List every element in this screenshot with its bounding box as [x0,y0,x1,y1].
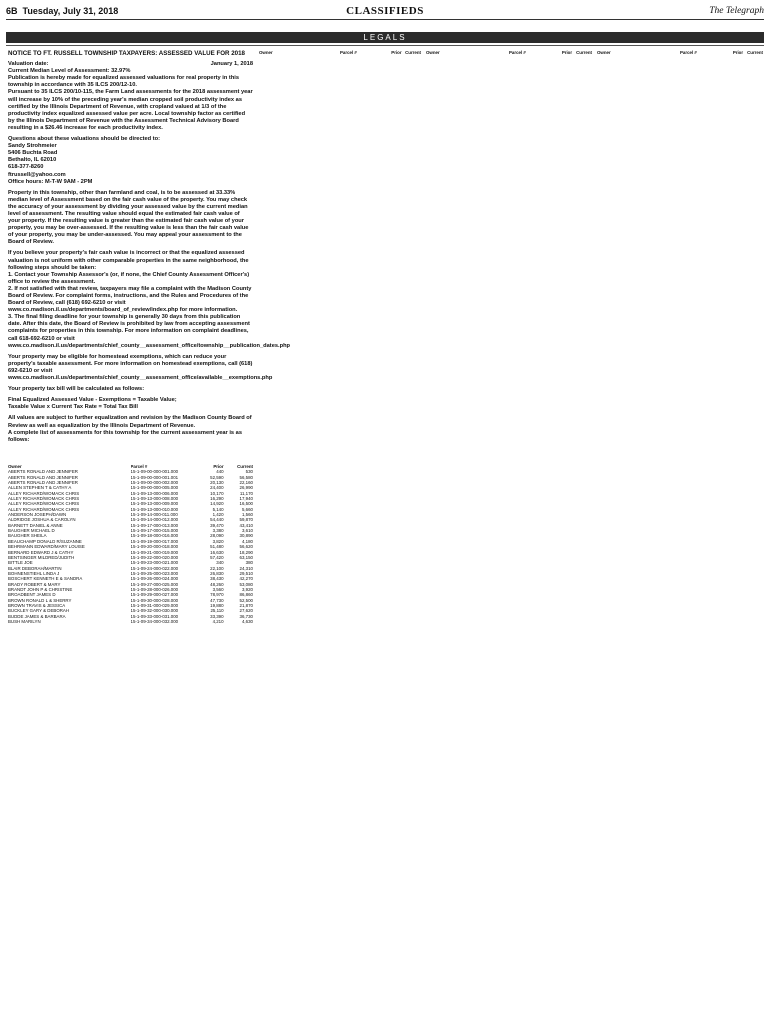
current-header: Current [237,464,253,469]
owner-name: ANDERSON JOSEPH/DAWN [8,512,67,518]
owner-name: BROWN RONALD L & SHERRY [8,597,72,603]
prior-value: 16,630 [210,549,224,555]
parcel-number: 15-1-09-00-000-005.000 [130,485,179,491]
owner-name: BUDDE JAMES & BARBARA [8,613,66,619]
prior-value: 28,090 [210,533,224,539]
current-value: 29,510 [239,570,253,576]
contact-city: Bethalto, IL 62010 [8,157,57,164]
issue-date: Tuesday, July 31, 2018 [22,6,119,16]
parcel-number: 15-1-09-13-000-009.000 [130,501,179,507]
prior-value: 340 [216,560,224,566]
current-value: 380 [245,560,253,566]
equalization-note: All values are subject to further equalization and revision by the Madison County Board of Review as well as equalization by the Illinois Department of Revenue. [8,415,252,429]
parcel-number: 15-1-09-17-000-015.000 [130,528,179,534]
parcel-number: 15-1-09-14-000-012.000 [130,517,179,523]
formula-line-1: Final Equalized Assessed Value - Exemptions = Taxable Value; [8,397,177,404]
parcel-number: 15-1-09-24-000-022.000 [130,565,179,571]
assessment-list-column-3 [426,50,592,1016]
prior-value: 24,400 [210,485,224,491]
current-value: 30,890 [239,533,253,539]
masthead [6,4,764,18]
owner-name: BOHNENSTIEHL LINDA J [8,570,60,576]
prior-value: 48,260 [210,581,224,587]
prior-value: 78,970 [210,592,224,598]
contact-street: 5406 Buchta Road [8,150,58,157]
assessment-list [8,464,253,1016]
prior-value: 3,560 [212,586,224,592]
owner-name: ALLEY RICHARD/WOMACK CHRIS [8,506,80,512]
owner-name: BROADBENT JAMES D [8,592,56,598]
owner-name: BERNARD EDWARD J & CATHY [8,549,74,555]
valuation-row [8,61,253,68]
owner-name: BAUGHER MICHAEL D [8,528,55,534]
parcel-number: 15-1-09-13-000-010.000 [130,506,179,512]
parcel-number: 15-1-09-13-000-006.000 [130,490,179,496]
current-value: 42,270 [239,576,253,582]
step-2: 2. If not satisfied with that review, taxpayers may file a complaint with the Madison County Board of Review. For complaint forms, instructions, and the Rules and Procedures of the Board of Review, call (618) 692-6210 or visit www.co.madison.il.us/departments/board_of_review/index.php for more information. [8,285,252,314]
owner-name: BUSH MARILYN [8,618,41,624]
prior-value: 39,470 [210,522,224,528]
owner-name: ALLEY RICHARD/WOMACK CHRIS [8,490,80,496]
owner-header: Owner [8,464,22,469]
prior-value: 26,830 [210,570,224,576]
owner-name: BAUGHER SHEILA [8,533,47,539]
owner-name: BUCKLEY GARY & DEBORAH [8,608,70,614]
current-value: 36,730 [239,613,253,619]
current-value: 26,990 [239,485,253,491]
prior-value: 52,590 [210,474,224,480]
parcel-header: Parcel # [130,464,148,469]
prior-value: 3,380 [212,528,224,534]
current-value: 52,500 [239,597,253,603]
current-value: 18,290 [239,549,253,555]
current-value: 24,310 [239,565,253,571]
owner-name: BENTSINGER MILDRED/JUDITH [8,554,75,560]
prior-header: Prior [213,464,224,469]
questions-line: Questions about these valuations should be directed to: [8,136,161,143]
current-value: 59,870 [239,517,253,523]
formula-line-2: Taxable Value x Current Tax Rate = Total Tax Bill [8,404,138,411]
publication-requirement: Publication is hereby made for equalized assessed valuations for real property in this township in accordance with 35 ILCS 200/12-10. [8,75,240,89]
prior-value: 19,880 [210,602,224,608]
parcel-number: 15-1-09-25-000-023.000 [130,570,179,576]
current-value: 16,500 [239,501,253,507]
current-value: 43,410 [239,522,253,528]
current-value: 53,080 [239,581,253,587]
median-level: Current Median Level of Assessment: 32.97% [8,68,131,75]
prior-value: 54,440 [210,517,224,523]
current-value: 4,180 [241,538,253,544]
parcel-number: 15-1-09-30-000-028.000 [130,597,179,603]
owner-name: ABERTS RONALD AND JENNIFER [8,480,78,486]
prior-value: 20,130 [210,480,224,486]
valuation-date: January 1, 2018 [210,61,253,68]
prior-value: 3,820 [212,538,224,544]
parcel-number: 15-1-09-33-000-031.000 [130,613,179,619]
list-header: Owner Parcel # Prior Current [597,50,763,55]
exemptions-paragraph: Your property may be eligible for homestead exemptions, which can reduce your property's taxable assessment. For more information on homestead exemptions, call (618) 692-6210 or visit www.co.madison.il.us/departments/chief_county__assessment_office/available__exemptions.php [8,353,273,382]
valuation-label: Valuation date: [8,61,49,68]
owner-name: BROWN TRAVIS & JESSICA [8,602,66,608]
prior-value: 22,100 [210,565,224,571]
prior-value: 51,480 [210,544,224,550]
parcel-number: 15-1-09-14-000-011.000 [130,512,178,518]
parcel-number: 15-1-09-13-000-008.000 [130,496,179,502]
parcel-number: 15-1-09-23-000-021.000 [130,560,179,566]
current-value: 27,620 [239,608,253,614]
tax-notice [8,50,291,448]
current-value: 21,870 [239,602,253,608]
owner-name: BRANDT JOHN P & CHRISTINE [8,586,73,592]
assessment-row [8,619,253,624]
current-value: 530 [245,469,253,475]
newspaper-name: The Telegraph [709,6,764,16]
owner-name: BOSCHERT KENNETH E & SANDRA [8,576,83,582]
contact-name: Sandy Strohmeier [8,143,57,150]
assessment-list-column-4 [597,50,763,1016]
contact-hours: Office hours: M-T-W 9AM - 2PM [8,178,93,185]
assessment-list-column-2 [259,50,421,1016]
assessment-paragraph: Property in this township, other than farmland and coal, is to be assessed at 33.33% median level of Assessment based on the fair cash value of the property. You may check the accuracy of your assessment by dividing your assessed value by the current median level of assessment. The resulting value should equal the estimated fair cash value of your property. If the resulting value is greater than the estimated fair cash value of your property, you may be over-assessed. If the resulting value is less than the fair cash value of your property, you may be under-assessed. You may appeal your assessment to the Board of Review. [8,189,249,246]
parcel-number: 15-1-09-27-000-025.000 [130,581,179,587]
owner-name: BEHRMANN EDWARD/MARY LOUISE [8,544,85,550]
parcel-number: 15-1-09-00-000-001.001 [130,474,179,480]
prior-value: 440 [216,469,224,475]
page-number: 6B [6,6,18,16]
owner-name: ALLEN STEPHEN T & CATHY A [8,485,72,491]
current-value: 17,940 [239,496,253,502]
contact-phone: 618-377-8260 [8,164,44,171]
parcel-number: 15-1-09-00-000-001.000 [130,469,179,475]
current-value: 63,150 [239,554,253,560]
current-value: 3,610 [241,528,253,534]
steps-intro: If you believe your property's fair cash value is incorrect or that the equalized assessed valuation is not uniform with other comparable properties in the same neighborhood, the following steps should be taken: [8,250,249,271]
owner-name: BARNETT DANIEL & ANNE [8,522,63,528]
notice-title: NOTICE TO FT. RUSSELL TOWNSHIP TAXPAYERS: ASSESSED VALUE FOR 2018 [8,50,245,57]
prior-value: 16,290 [210,496,224,502]
parcel-number: 15-1-09-29-000-027.000 [130,592,179,598]
prior-value: 5,140 [212,506,224,512]
parcel-number: 15-1-09-20-000-018.000 [130,544,179,550]
contact-email: ftrussell@yahoo.com [8,171,66,178]
owner-name: ABERTS RONALD AND JENNIFER [8,469,78,475]
prior-value: 1,420 [212,512,224,518]
list-header: Owner Parcel # Prior Current [259,50,421,55]
parcel-number: 15-1-09-28-000-026.000 [130,586,179,592]
current-value: 11,170 [239,490,253,496]
prior-value: 57,420 [210,554,224,560]
owner-name: BLAIR DEBORAH/MARTIN [8,565,62,571]
tax-bill-line: Your property tax bill will be calculated as follows: [8,386,145,393]
prior-value: 10,170 [210,490,224,496]
parcel-number: 15-1-09-18-000-016.000 [130,533,179,539]
band-rule [6,45,764,46]
owner-name: BITTLE JOE [8,560,33,566]
step-3: 3. The final filing deadline for your township is generally 30 days from this publication date. After this date, the Board of Review is prohibited by law from accepting assessment complaints for properties in this township. For more information on complaint deadlines, call 618-692-6210 or visit www.co.madison.il.us/departments/chief_county__assessment_office/township__publication_dates.php [8,314,291,349]
owner-name: ALLEY RICHARD/WOMACK CHRIS [8,501,80,507]
farmland-factor: Pursuant to 35 ILCS 200/10-115, the Farm Land assessments for the 2018 assessment year will increase by 10% of the preceding year's median cropped soil productivity index as certified by the Illinois Department of Revenue, with cropland valued at 1/3 of the productivity index equalized assessed value per acre. Local township factor as certified by the Illinois Department of Revenue with the Assessment Technical Advisory Board resulting in a $26.46 increase for each productivity index. [8,89,253,131]
legals-band: LEGALS [6,32,764,43]
prior-value: 25,110 [210,608,224,614]
parcel-number: 15-1-09-17-000-013.000 [130,522,179,528]
parcel-number: 15-1-09-32-000-030.000 [130,608,179,614]
owner-name: BRADY ROBERT & MARY [8,581,61,587]
parcel-number: 15-1-09-34-000-032.000 [130,618,179,624]
current-value: 56,580 [239,474,253,480]
masthead-rule [6,19,764,20]
parcel-number: 15-1-09-26-000-024.000 [130,576,179,582]
owner-name: ALDRIDGE JOSHUA & CAROLYN [8,517,76,523]
current-value: 4,630 [241,618,253,624]
current-value: 1,560 [241,512,253,518]
prior-value: 47,730 [210,597,224,603]
parcel-number: 15-1-09-31-000-029.000 [130,602,179,608]
prior-value: 14,920 [210,501,224,507]
current-value: 5,660 [241,506,253,512]
owner-name: ALLEY RICHARD/WOMACK CHRIS [8,496,80,502]
list-header: Owner Parcel # Prior Current [426,50,592,55]
list-intro: A complete list of assessments for this township for the current assessment year is as follows: [8,429,243,443]
parcel-number: 15-1-09-19-000-017.000 [130,538,179,544]
parcel-number: 15-1-09-00-000-002.000 [130,480,179,486]
step-1: 1. Contact your Township Assessor's (or, if none, the Chief County Assessment Officer's) office to review the assessment. [8,271,250,285]
parcel-number: 15-1-09-21-000-019.000 [130,549,179,555]
prior-value: 33,390 [210,613,224,619]
current-value: 56,620 [239,544,253,550]
owner-name: BEAUCHAMP DONALD R/SUZANNE [8,538,82,544]
owner-name: ABERTS RONALD AND JENNIFER [8,474,78,480]
section-title: CLASSIFIEDS [346,5,424,17]
prior-value: 38,430 [210,576,224,582]
current-value: 3,920 [241,586,253,592]
current-value: 86,860 [239,592,253,598]
parcel-number: 15-1-09-22-000-020.000 [130,554,179,560]
current-value: 22,160 [239,480,253,486]
prior-value: 4,210 [212,618,224,624]
